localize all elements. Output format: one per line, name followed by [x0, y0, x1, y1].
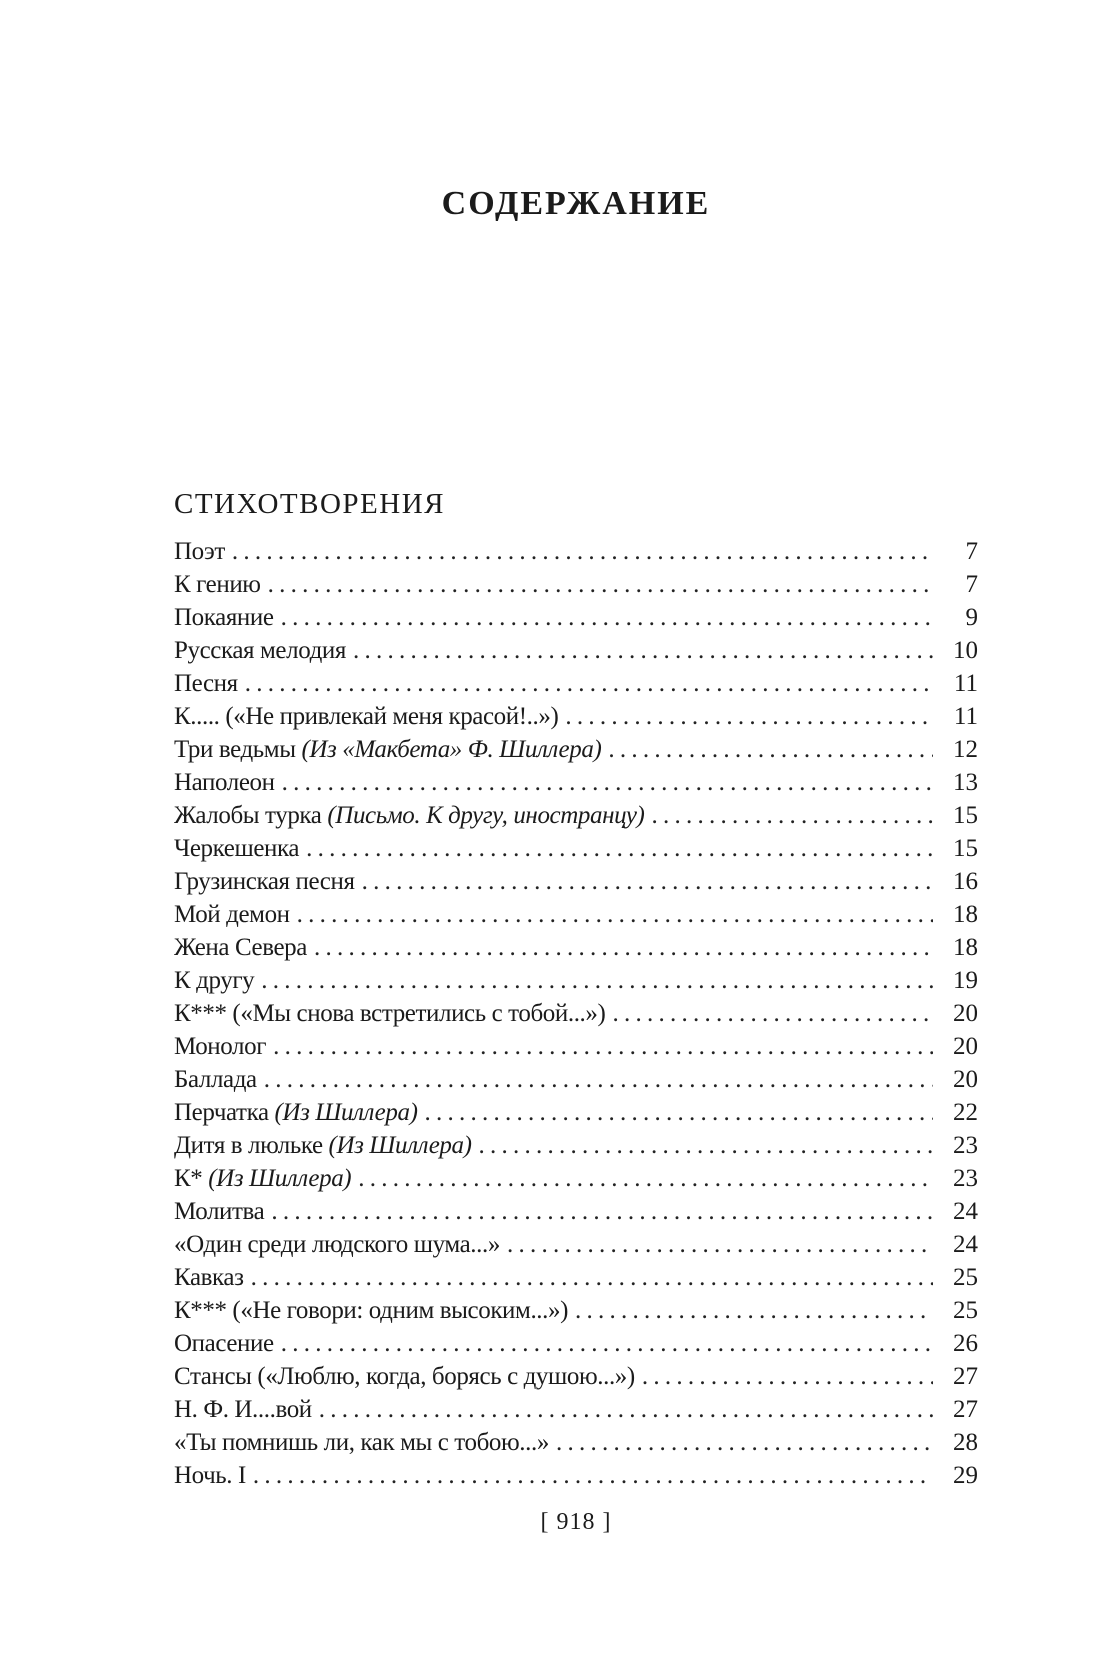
- toc-entry-page: 29: [953, 1462, 978, 1489]
- toc-entry-subtitle-italic: (Из Шиллера): [274, 1099, 418, 1126]
- toc-entry-title: К гению: [174, 571, 261, 598]
- toc-entry-page: 7: [965, 571, 978, 598]
- toc-entry-page: 15: [953, 835, 978, 862]
- toc-entry-page: 27: [953, 1396, 978, 1423]
- toc-entry-title: К*** («Не говори: одним высоким...»): [174, 1297, 569, 1324]
- toc-entry: [174, 667, 978, 700]
- toc-entry-title: Жена Севера: [174, 934, 307, 961]
- toc-entry-page: 20: [953, 1066, 978, 1093]
- toc-entry-title: «Ты помнишь ли, как мы с тобою...»: [174, 1429, 549, 1456]
- toc-entry-subtitle-italic: (Из «Макбета» Ф. Шиллера): [301, 736, 602, 763]
- toc-entry-page: 20: [953, 1000, 978, 1027]
- toc-entry-subtitle-italic: (Из Шиллера): [208, 1165, 352, 1192]
- dot-leader: [319, 1393, 933, 1426]
- toc-entry-title: Поэт: [174, 538, 225, 565]
- toc-entry-title: Стансы («Люблю, когда, борясь с душою...»): [174, 1363, 635, 1390]
- section-header: СТИХОТВОРЕНИЯ: [174, 488, 445, 520]
- toc-entry: [174, 1393, 978, 1426]
- dot-leader: [268, 568, 933, 601]
- dot-leader: [358, 1162, 933, 1195]
- toc-entry-page: 12: [953, 736, 978, 763]
- dot-leader: [253, 1459, 933, 1492]
- toc-entry: [174, 1063, 978, 1096]
- dot-leader: [306, 832, 933, 865]
- toc-entry: [174, 997, 978, 1030]
- toc-entry-page: 18: [953, 934, 978, 961]
- dot-leader: [353, 634, 933, 667]
- toc-entry-page: 13: [953, 769, 978, 796]
- dot-leader: [251, 1261, 933, 1294]
- toc-entry: [174, 1327, 978, 1360]
- toc-entry-page: 26: [953, 1330, 978, 1357]
- toc-entry: [174, 1261, 978, 1294]
- dot-leader: [608, 733, 933, 766]
- toc-entry-page: 24: [953, 1198, 978, 1225]
- dot-leader: [479, 1129, 933, 1162]
- toc-entry-title: Перчатка (Из Шиллера): [174, 1099, 418, 1126]
- toc-entry-page: 23: [953, 1165, 978, 1192]
- toc-entry: [174, 634, 978, 667]
- toc-entry: [174, 1360, 978, 1393]
- toc-entry-page: 23: [953, 1132, 978, 1159]
- toc-entry-title: Жалобы турка (Письмо. К другу, иностранцу): [174, 802, 645, 829]
- toc-entry-page: 9: [965, 604, 978, 631]
- toc-entry: [174, 898, 978, 931]
- toc-entry: [174, 1096, 978, 1129]
- dot-leader: [556, 1426, 933, 1459]
- dot-leader: [507, 1228, 933, 1261]
- dot-leader: [565, 700, 933, 733]
- toc-entry: [174, 865, 978, 898]
- dot-leader: [612, 997, 933, 1030]
- toc-entry-page: 27: [953, 1363, 978, 1390]
- dot-leader: [651, 799, 933, 832]
- toc-entry: [174, 931, 978, 964]
- toc-entry: [174, 766, 978, 799]
- toc-entry-title: Черкешенка: [174, 835, 300, 862]
- page-title: СОДЕРЖАНИЕ: [441, 185, 711, 222]
- toc-entry-page: 24: [953, 1231, 978, 1258]
- toc-entry-subtitle-italic: (Из Шиллера): [328, 1132, 472, 1159]
- toc-entry-title: Баллада: [174, 1066, 257, 1093]
- toc-entry-page: 25: [953, 1297, 978, 1324]
- toc-entry-page: 28: [953, 1429, 978, 1456]
- toc-entry: [174, 1129, 978, 1162]
- dot-leader: [314, 931, 933, 964]
- toc-entry-title: «Один среди людского шума...»: [174, 1231, 500, 1258]
- toc-entry-page: 16: [953, 868, 978, 895]
- toc-entry: [174, 1228, 978, 1261]
- toc-entry: [174, 568, 978, 601]
- toc-entry-page: 20: [953, 1033, 978, 1060]
- dot-leader: [281, 1327, 933, 1360]
- dot-leader: [575, 1294, 933, 1327]
- toc-entry: [174, 1426, 978, 1459]
- toc-entry: [174, 1030, 978, 1063]
- toc-entry-title: К*** («Мы снова встретились с тобой...»): [174, 1000, 606, 1027]
- dot-leader: [232, 535, 933, 568]
- toc-entry-title: Грузинская песня: [174, 868, 355, 895]
- dot-leader: [282, 766, 933, 799]
- toc-entry: [174, 1294, 978, 1327]
- toc-entry-page: 25: [953, 1264, 978, 1291]
- toc-entry: [174, 799, 978, 832]
- toc-entry-title: Ночь. I: [174, 1462, 246, 1489]
- toc-entry: [174, 700, 978, 733]
- toc-entry-page: 22: [953, 1099, 978, 1126]
- toc-entry: [174, 964, 978, 997]
- toc-entry-title: Мой демон: [174, 901, 290, 928]
- toc-entry-title: Дитя в люльке (Из Шиллера): [174, 1132, 472, 1159]
- toc-entry-title: Песня: [174, 670, 238, 697]
- toc-entry-title: Кавказ: [174, 1264, 244, 1291]
- dot-leader: [273, 1030, 933, 1063]
- toc-list: [174, 535, 978, 1492]
- toc-entry-page: 11: [953, 703, 978, 730]
- dot-leader: [281, 601, 933, 634]
- toc-entry-title: Русская мелодия: [174, 637, 346, 664]
- toc-entry: [174, 1195, 978, 1228]
- toc-entry-title: К* (Из Шиллера): [174, 1165, 352, 1192]
- toc-entry: [174, 601, 978, 634]
- dot-leader: [297, 898, 933, 931]
- toc-entry-title: К..... («Не привлекай меня красой!..»): [174, 703, 559, 730]
- toc-entry-title: Молитва: [174, 1198, 265, 1225]
- dot-leader: [642, 1360, 933, 1393]
- dot-leader: [261, 964, 933, 997]
- toc-entry-page: 7: [965, 538, 978, 565]
- toc-entry-title: К другу: [174, 967, 255, 994]
- toc-entry-page: 15: [953, 802, 978, 829]
- toc-entry: [174, 832, 978, 865]
- toc-entry-page: 10: [953, 637, 978, 664]
- toc-entry-page: 11: [953, 670, 978, 697]
- toc-entry-page: 18: [953, 901, 978, 928]
- dot-leader: [271, 1195, 933, 1228]
- toc-entry-page: 19: [953, 967, 978, 994]
- page-number-footer: [ 918 ]: [540, 1509, 612, 1535]
- toc-entry-title: Три ведьмы (Из «Макбета» Ф. Шиллера): [174, 736, 602, 763]
- toc-entry-title: Н. Ф. И....вой: [174, 1396, 312, 1423]
- toc-entry: [174, 1459, 978, 1492]
- toc-entry: [174, 733, 978, 766]
- toc-entry-title: Опасение: [174, 1330, 274, 1357]
- toc-entry-title: Покаяние: [174, 604, 274, 631]
- dot-leader: [362, 865, 933, 898]
- dot-leader: [425, 1096, 933, 1129]
- toc-entry: [174, 1162, 978, 1195]
- toc-entry-title: Наполеон: [174, 769, 275, 796]
- toc-entry-subtitle-italic: (Письмо. К другу, иностранцу): [327, 802, 645, 829]
- dot-leader: [264, 1063, 933, 1096]
- toc-entry: [174, 535, 978, 568]
- toc-entry-title: Монолог: [174, 1033, 267, 1060]
- dot-leader: [245, 667, 933, 700]
